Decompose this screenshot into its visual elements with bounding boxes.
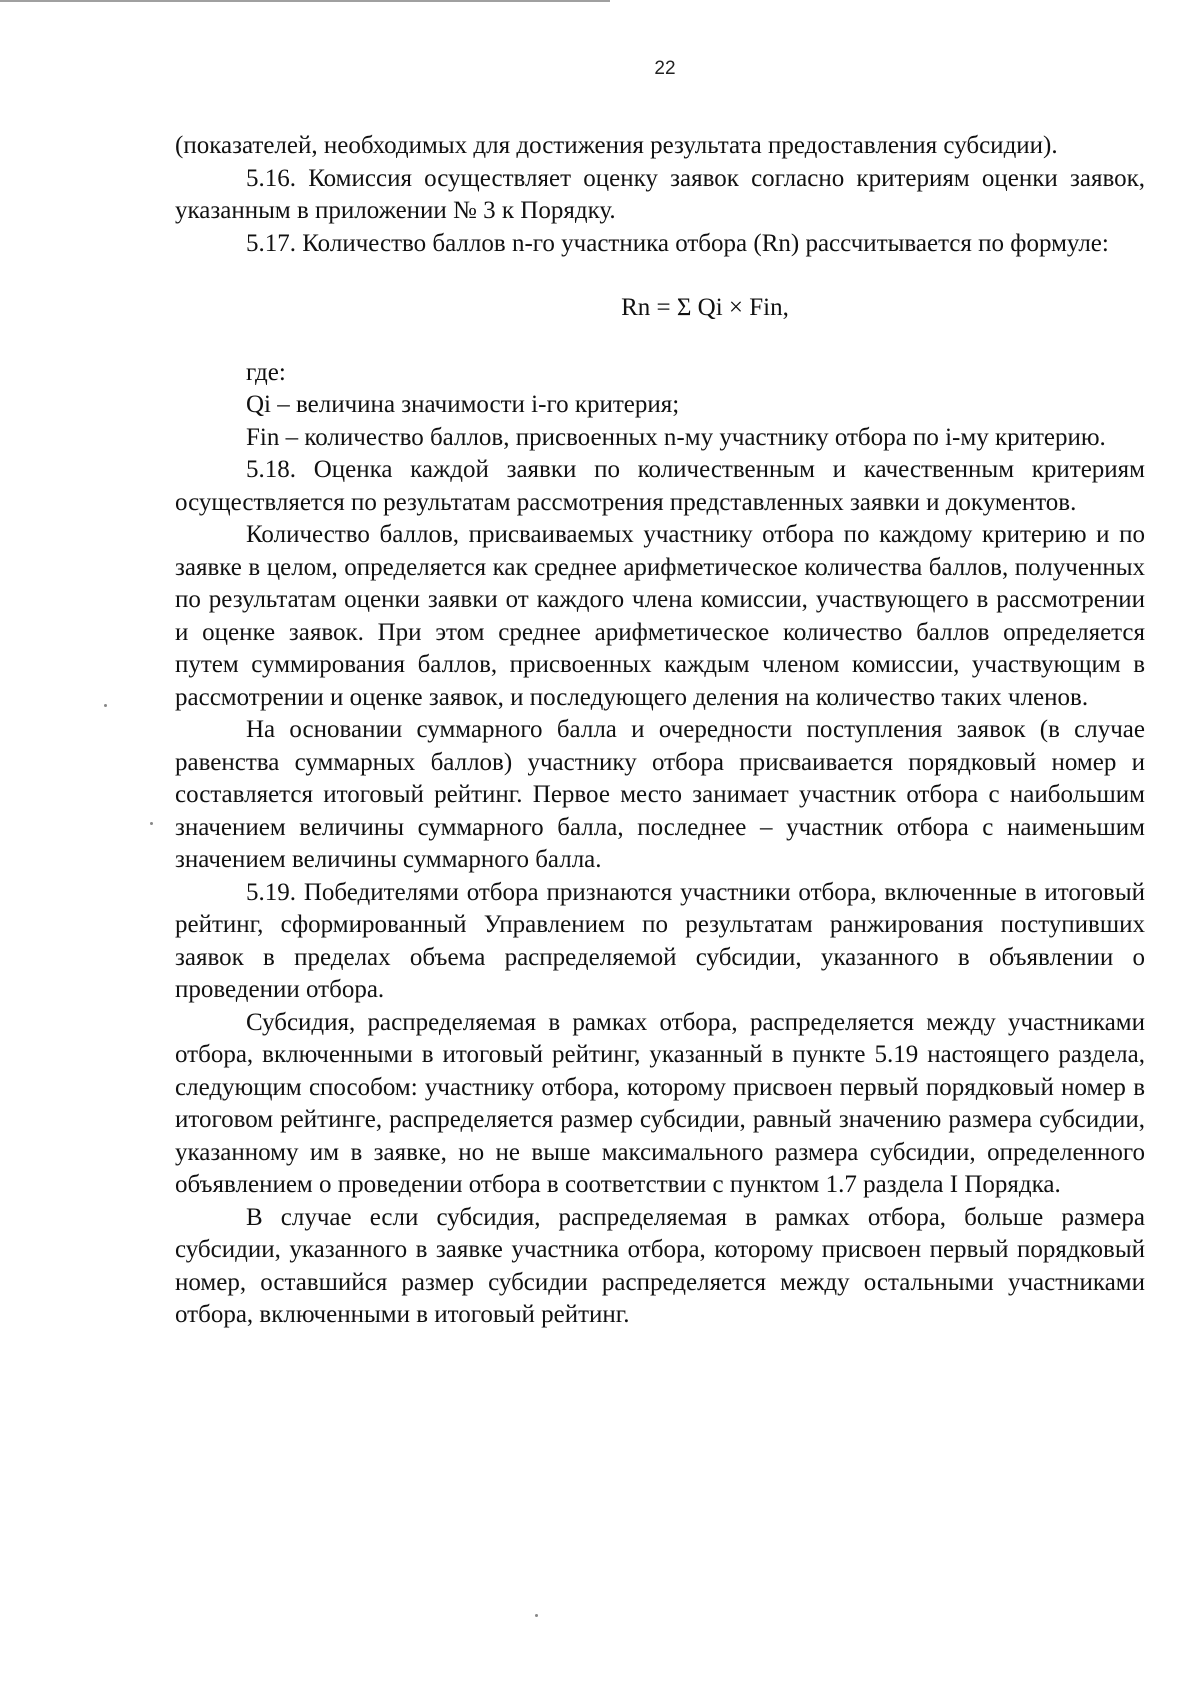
definition-qi: Qi – величина значимости i-го критерия; (246, 391, 680, 418)
scan-speck (535, 1614, 538, 1617)
paragraph-where: где: (246, 358, 286, 386)
page-number: 22 (654, 58, 676, 79)
definition-fin: Fin – количество баллов, присвоенных n-му участнику отбора по i-му критерию. (246, 423, 1106, 451)
paragraph-5-16: 5.16. Комиссия осуществляет оценку заявок согласно критериям оценки заявок, указанным в приложении № 3 к Порядку. (175, 164, 1145, 224)
scan-top-edge (0, 0, 610, 2)
scan-speck (150, 822, 153, 825)
formula-rn: Rn = Σ Qi × Fin, (621, 294, 789, 321)
paragraph-distribution: Субсидия, распределяемая в рамках отбора, распределяется между участниками отбора, включенными в итоговый рейтинг, указанный в пункте 5.19 настоящего раздела, следующим способом: участнику отбора, которому присвоен первый порядковый номер в итоговом рейтинге, распределяется размер субсидии, равный значению размера субсидии, указанному им в заявке, но не выше максимального размера субсидии, определенного объявлением о проведении отбора в соответствии с пунктом 1.7 раздела I Порядка. (175, 1008, 1145, 1198)
scan-speck (104, 704, 107, 707)
paragraph-average-score: Количество баллов, присваиваемых участнику отбора по каждому критерию и по заявке в целом, определяется как среднее арифметическое количества баллов, полученных по результатам оценки заявки от каждого члена комиссии, участвующего в рассмотрении и оценке заявок. При этом среднее арифметическое количество баллов определяется путем суммирования баллов, присвоенных каждым членом комиссии, участвующим в рассмотрении и оценке заявок, и последующего деления на количество таких членов. (175, 521, 1145, 711)
paragraph-rating: На основании суммарного балла и очередности поступления заявок (в случае равенства суммарных баллов) участнику отбора присваивается порядковый номер и составляется итоговый рейтинг. Первое место занимает участник отбора с наибольшим значением величины суммарного балла, последнее – участник отбора с наименьшим значением величины суммарного балла. (175, 716, 1145, 873)
paragraph-5-17: 5.17. Количество баллов n-го участника отбора (Rn) рассчитывается по формуле: (246, 229, 1109, 257)
paragraph-remaining-subsidy: В случае если субсидия, распределяемая в рамках отбора, больше размера субсидии, указанного в заявке участника отбора, которому присвоен первый порядковый номер, оставшийся размер субсидии распределяется между остальными участниками отбора, включенными в итоговый рейтинг. (175, 1203, 1145, 1328)
document-body (175, 130, 1145, 1332)
paragraph-5-19: 5.19. Победителями отбора признаются участники отбора, включенные в итоговый рейтинг, сформированный Управлением по результатам ранжирования поступивших заявок в пределах объема распределяемой субсидии, указанного в объявлении о проведении отбора. (175, 878, 1145, 1003)
paragraph-continuation: (показателей, необходимых для достижения результата предоставления субсидии). (175, 132, 1058, 159)
paragraph-5-18: 5.18. Оценка каждой заявки по количественным и качественным критериям осуществляется по результатам рассмотрения представленных заявки и документов. (175, 456, 1145, 516)
